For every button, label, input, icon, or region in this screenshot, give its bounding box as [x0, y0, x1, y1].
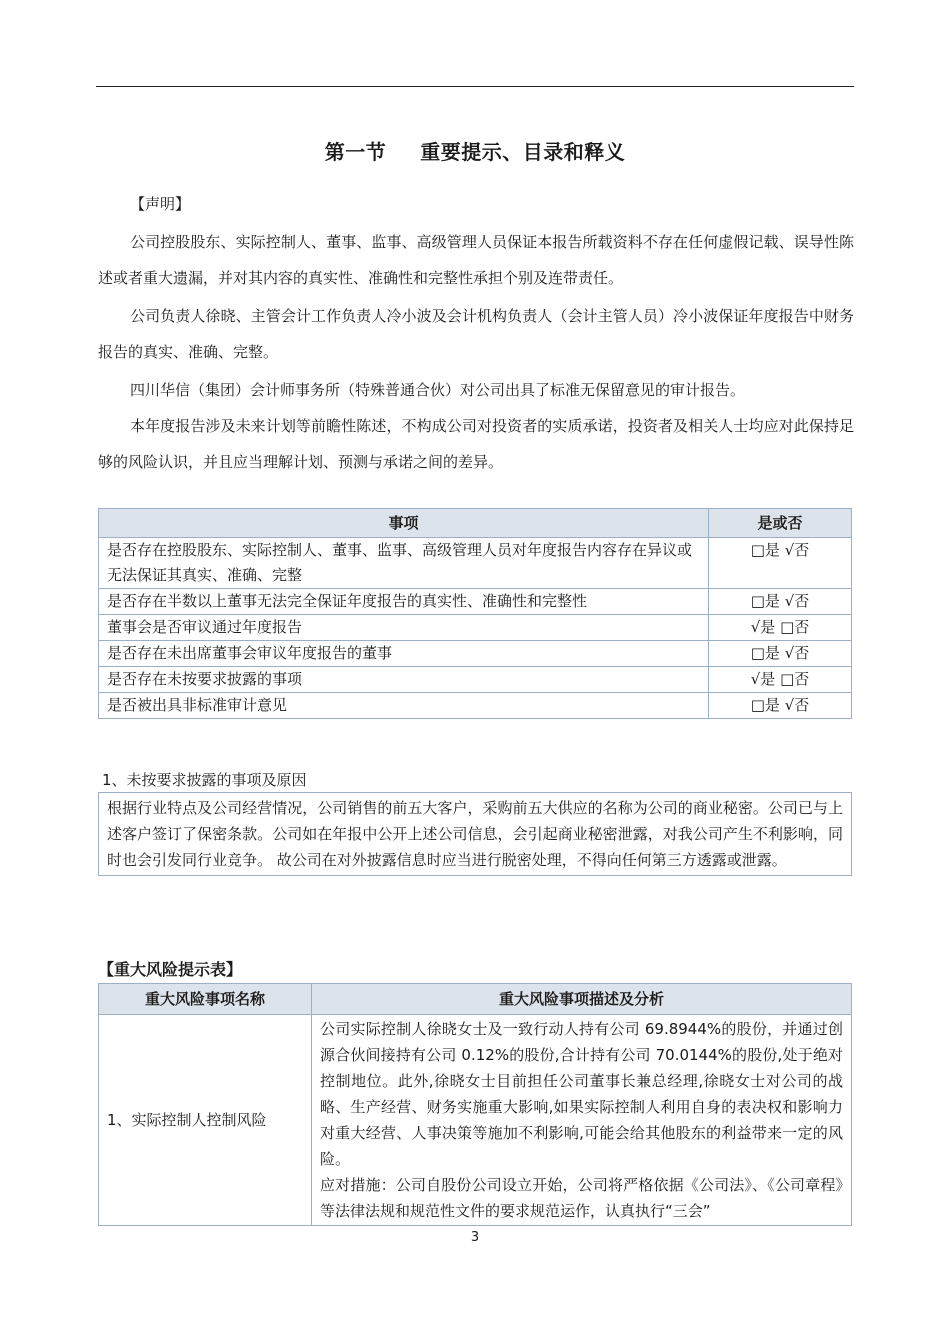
table-header-row [99, 509, 852, 538]
undisclosed-reason-box: 根据行业特点及公司经营情况，公司销售的前五大客户，采购前五大供应的名称为公司的商业秘密。公司已与上述客户签订了保密条款。公司如在年报中公开上述公司信息，会引起商业秘密泄露，对我公司产生不利影响，同时也会引发同行业竞争。 故公司在对外披露信息时应当进行脱密处理，不得向任何第三方透露或泄露。 [98, 792, 852, 876]
matter-answer: □是 √否 [709, 693, 852, 719]
matters-table [98, 508, 852, 719]
matter-item: 是否存在控股股东、实际控制人、董事、监事、高级管理人员对年度报告内容存在异议或无法保证其真实、准确、完整 [99, 538, 709, 589]
risk-measures: 应对措施：公司自股份公司设立开始，公司将严格依据《公司法》、《公司章程》等法律法规和规范性文件的要求规范运作，认真执行“三会” [320, 1176, 843, 1220]
table-row [99, 538, 852, 589]
declaration-heading: 【声明】 [130, 195, 191, 213]
column-header: 重大风险事项描述及分析 [312, 984, 852, 1015]
declaration-paragraph: 本年度报告涉及未来计划等前瞻性陈述，不构成公司对投资者的实质承诺，投资者及相关人士均应对此保持足够的风险认识，并且应当理解计划、预测与承诺之间的差异。 [98, 417, 854, 471]
declaration-paragraph: 四川华信（集团）会计师事务所（特殊普通合伙）对公司出具了标准无保留意见的审计报告。 [130, 381, 746, 399]
risk-table-heading: 【重大风险提示表】 [98, 960, 243, 979]
table-header-row [99, 984, 852, 1015]
risk-description: 公司实际控制人徐晓女士及一致行动人持有公司 69.8944%的股份，并通过创源合伙间接持有公司 0.12%的股份,合计持有公司 70.0144%的股份,处于绝对控制地位。此外,徐晓女士目前担任公司董事长兼总经理,徐晓女士对公司的战略、生产经营、财务实施重大影响,如果实际控制人利用自身的表决权和影响力对重大经营、人事决策等施加不利影响,可能会给其他股东的利益带来一定的风险。 [320, 1020, 843, 1168]
matter-answer: □是 √否 [709, 641, 852, 667]
section-number: 第一节 [324, 140, 387, 164]
declaration-paragraph: 公司控股股东、实际控制人、董事、监事、高级管理人员保证本报告所载资料不存在任何虚假记载、误导性陈述或者重大遗漏，并对其内容的真实性、准确性和完整性承担个别及连带责任。 [98, 233, 854, 287]
risk-name: 1、实际控制人控制风险 [99, 1015, 312, 1226]
header-rule [96, 86, 854, 87]
table-row [99, 589, 852, 615]
page-number: 3 [470, 1230, 480, 1245]
table-row [99, 1015, 852, 1226]
undisclosed-label: 1、未按要求披露的事项及原因 [102, 771, 307, 789]
matter-answer: √是 □否 [709, 615, 852, 641]
section-title [0, 136, 950, 165]
matter-answer: □是 √否 [709, 538, 852, 589]
section-heading: 重要提示、目录和释义 [420, 140, 626, 164]
matter-answer: □是 √否 [709, 589, 852, 615]
table-row [99, 615, 852, 641]
column-header: 重大风险事项名称 [99, 984, 312, 1015]
matter-item: 是否存在未出席董事会审议年度报告的董事 [99, 641, 709, 667]
column-header: 事项 [99, 509, 709, 538]
matter-item: 是否存在半数以上董事无法完全保证年度报告的真实性、准确性和完整性 [99, 589, 709, 615]
matter-item: 是否存在未按要求披露的事项 [99, 667, 709, 693]
table-row [99, 667, 852, 693]
matter-item: 董事会是否审议通过年度报告 [99, 615, 709, 641]
column-header: 是或否 [709, 509, 852, 538]
risk-table [98, 983, 852, 1226]
risk-description-cell [312, 1015, 852, 1226]
declaration-paragraph: 公司负责人徐晓、主管会计工作负责人冷小波及会计机构负责人（会计主管人员）冷小波保证年度报告中财务报告的真实、准确、完整。 [98, 307, 854, 361]
table-row [99, 641, 852, 667]
matter-item: 是否被出具非标准审计意见 [99, 693, 709, 719]
table-row [99, 693, 852, 719]
matter-answer: √是 □否 [709, 667, 852, 693]
